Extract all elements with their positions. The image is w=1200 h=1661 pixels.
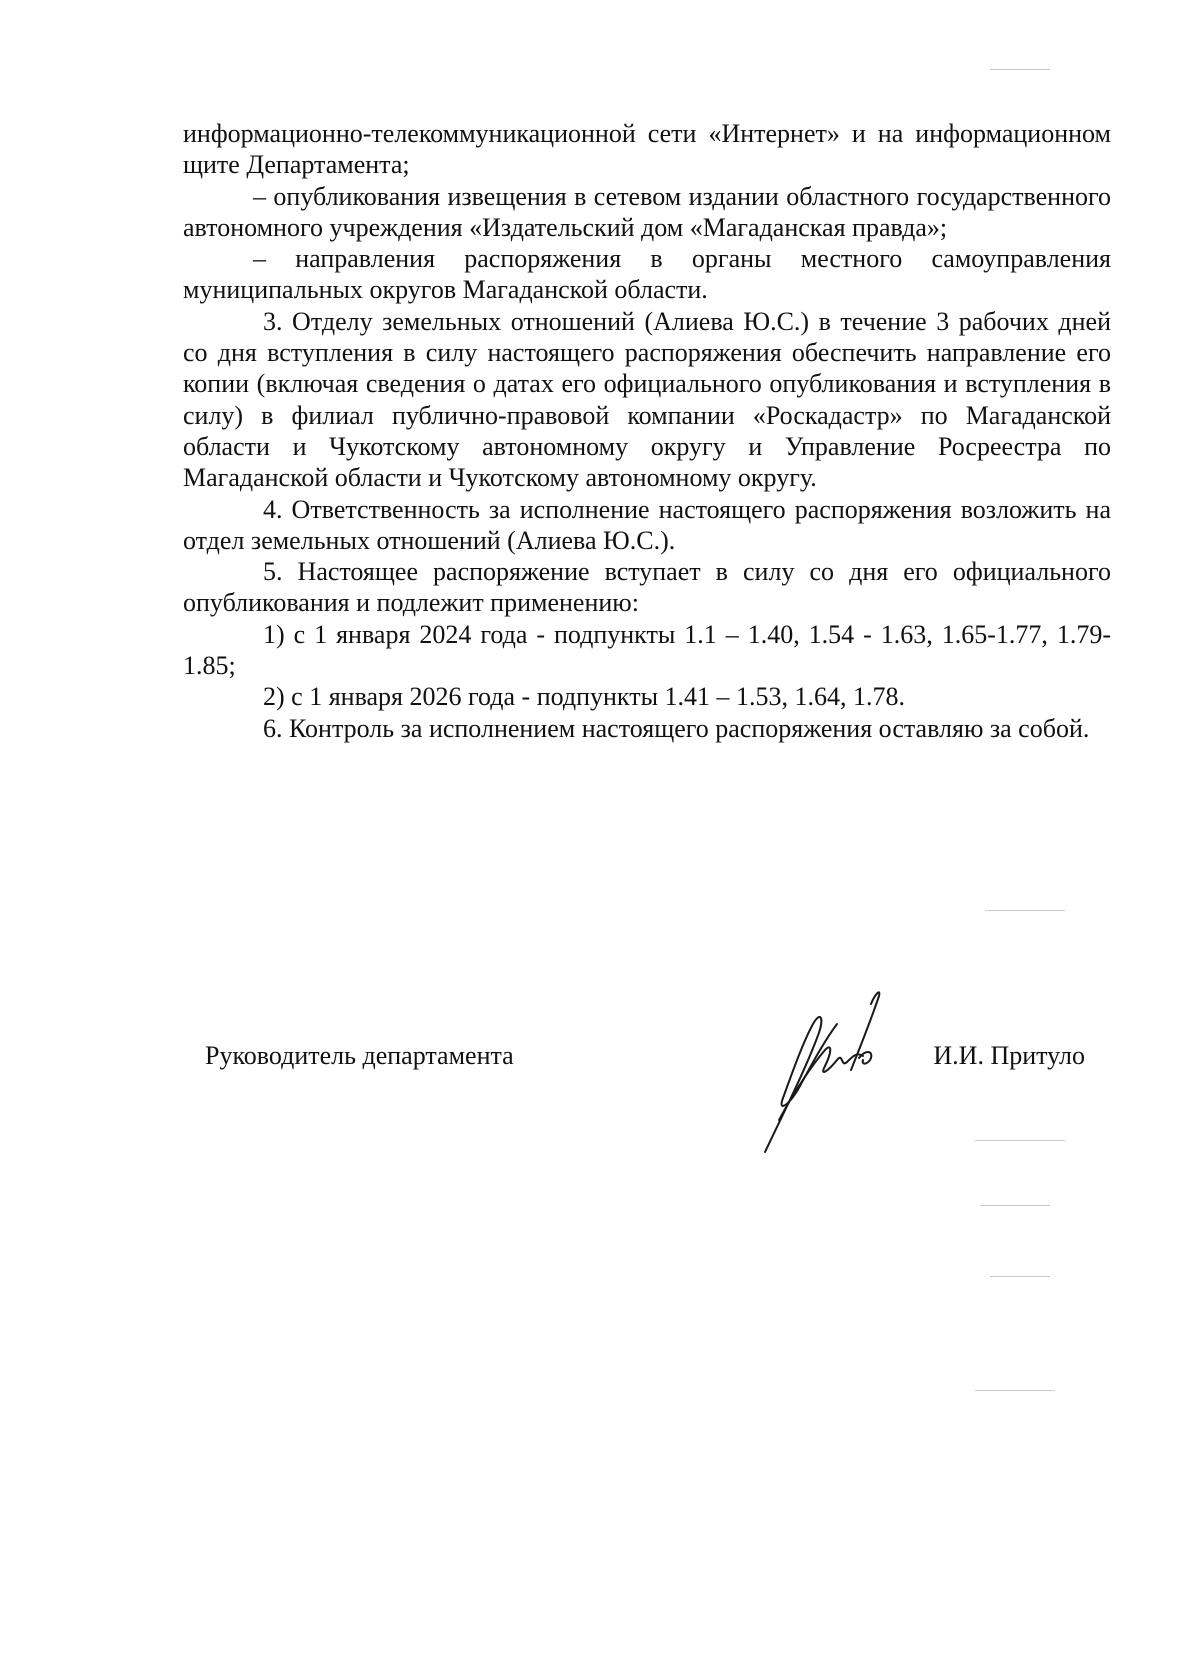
paragraph-item-6: 6. Контроль за исполнением настоящего распоряжения оставляю за собой.: [263, 713, 1090, 743]
signatory-position: Руководитель департамента: [205, 1041, 514, 1070]
paragraph-list-item-publication: – опубликования извещения в сетевом издании областного государственного автономного учреждения «Издательский дом «Магаданская правда»;: [183, 181, 1111, 242]
document-body: [183, 118, 1111, 744]
handwritten-signature: [755, 980, 925, 1160]
paragraph-subitem-1: 1) с 1 января 2024 года - подпункты 1.1 – 1.40, 1.54 - 1.63, 1.65-1.77, 1.79-1.85;: [183, 619, 1111, 681]
scan-artifact: [990, 1276, 1050, 1277]
scan-artifact: [980, 1205, 1050, 1206]
signatory-name: И.И. Притуло: [933, 1041, 1085, 1070]
paragraph-list-item-distribution: – направления распоряжения в органы местного самоуправления муниципальных округов Магаданской области.: [183, 244, 1111, 305]
scan-artifact: [990, 69, 1050, 70]
paragraph-item-4: 4. Ответственность за исполнение настоящего распоряжения возложить на отдел земельных отношений (Алиева Ю.С.).: [183, 494, 1111, 555]
scan-artifact: [975, 1390, 1055, 1391]
paragraph-item-5: 5. Настоящее распоряжение вступает в силу со дня его официального опубликования и подлежит применению:: [183, 557, 1111, 618]
paragraph-continuation: информационно-телекоммуникационной сети «Интернет» и на информационном щите Департамента;: [183, 119, 1111, 180]
paragraph-subitem-2: 2) с 1 января 2026 года - подпункты 1.41 – 1.53, 1.64, 1.78.: [263, 682, 906, 712]
signature-row: [205, 1041, 1085, 1081]
paragraph-item-3: 3. Отделу земельных отношений (Алиева Ю.С.) в течение 3 рабочих дней со дня вступления в силу настоящего распоряжения обеспечить направление его копии (включая сведения о датах его официального опубликования и вступления в силу) в филиал публично-правовой компании «Роскадастр» по Магаданской области и Чукотскому автономному округу и Управление Росреестра по Магаданской области и Чукотскому автономному округу.: [183, 306, 1111, 493]
scan-artifact: [975, 1140, 1065, 1141]
scan-artifact: [985, 910, 1065, 911]
